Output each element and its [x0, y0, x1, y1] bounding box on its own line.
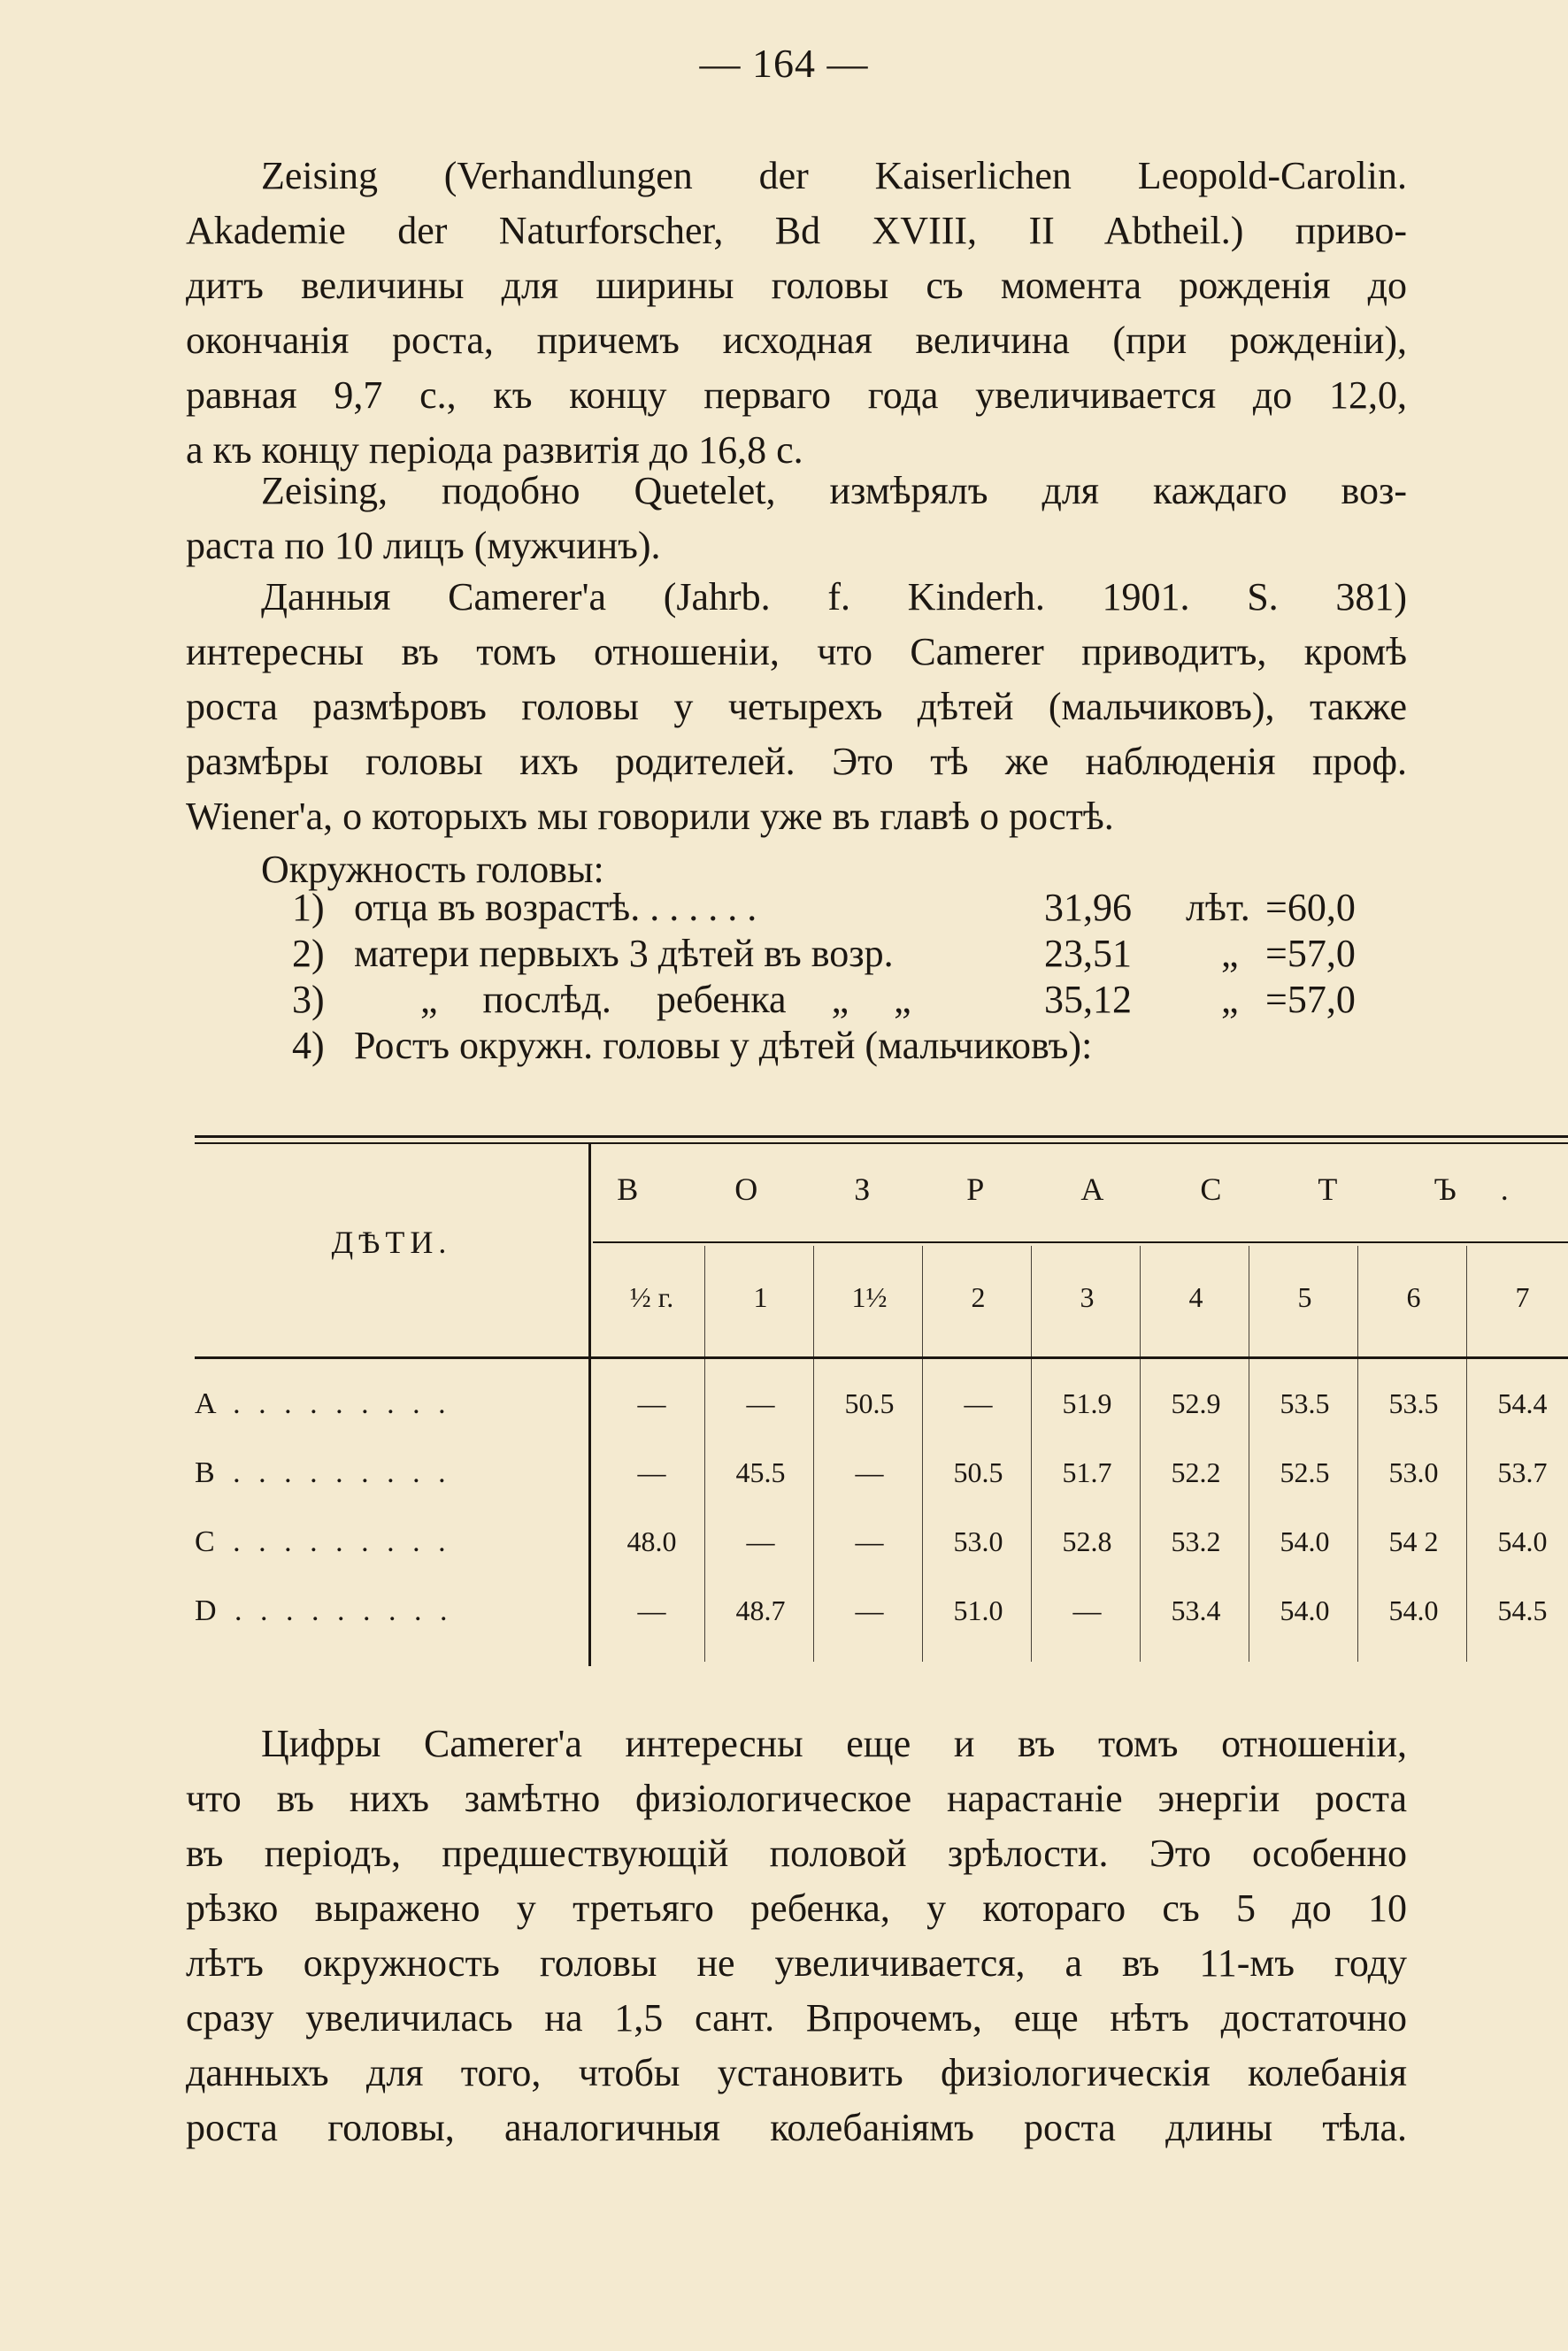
- age-column-header: ½ г.: [629, 1281, 674, 1313]
- age-header: В О З Р А С Т Ъ.: [617, 1172, 1553, 1207]
- list-text: „ послѣд. ребенка „ „: [420, 978, 911, 1021]
- children-header: ДѢТИ.: [331, 1225, 452, 1260]
- list-unit: лѣт.: [1186, 886, 1250, 929]
- list-item: [265, 977, 1416, 1023]
- list-item: [265, 885, 1416, 931]
- table-cell: 52.2: [1171, 1456, 1221, 1488]
- page-number: — 164 —: [699, 41, 869, 86]
- list-value: 35,12: [1044, 978, 1132, 1021]
- paragraph-camerer-conclusion: [186, 1717, 1407, 2155]
- list-eq: =57,0: [1265, 932, 1356, 975]
- row-label: B . . . . . . . . .: [195, 1456, 451, 1489]
- text-line: Zeising, подобно Quetelet, измѣрялъ для каждаго воз-: [261, 469, 1407, 512]
- table-cell: 53.0: [953, 1525, 1003, 1557]
- table-cell: 52.5: [1280, 1456, 1330, 1488]
- table-cell: —: [746, 1525, 775, 1557]
- list-number: 1): [292, 886, 325, 929]
- table-cell: —: [855, 1456, 884, 1488]
- table-cell: 53.0: [1388, 1456, 1439, 1488]
- list-number: 3): [292, 978, 325, 1021]
- age-column-header: 3: [1080, 1281, 1095, 1313]
- row-label: A . . . . . . . . .: [195, 1387, 451, 1420]
- table-cell: 54.5: [1497, 1594, 1548, 1626]
- table-cell: 45.5: [735, 1456, 786, 1488]
- text-line: Zeising (Verhandlungen der Kaiserlichen Leopold-Carolin.: [261, 154, 1407, 197]
- paragraph-zeising-quetelet: [186, 464, 1407, 573]
- text-line: Данныя Camerer'а (Jahrb. f. Kinderh. 1901. S. 381): [261, 575, 1407, 618]
- list-unit: „: [1221, 978, 1239, 1021]
- age-column-header: 2: [971, 1281, 986, 1313]
- table-cell: 52.9: [1171, 1387, 1221, 1419]
- text-line: размѣры головы ихъ родителей. Это тѣ же наблюденія проф.: [186, 740, 1407, 783]
- age-column-header: 6: [1406, 1281, 1421, 1313]
- table-cell: 50.5: [953, 1456, 1003, 1488]
- table-cell: 53.5: [1388, 1387, 1439, 1419]
- table-cell: 48.0: [626, 1525, 677, 1557]
- table-cell: 54.0: [1388, 1594, 1439, 1626]
- text-line: роста размѣровъ головы у четырехъ дѣтей (мальчиковъ), также: [186, 685, 1407, 728]
- text-line: равная 9,7 с., къ концу перваго года увеличивается до 12,0,: [186, 373, 1407, 417]
- list-text: Ростъ окружн. головы у дѣтей (мальчиковъ):: [354, 1024, 1093, 1067]
- age-column-header: 5: [1297, 1281, 1312, 1313]
- table-top-rule-thin: [195, 1142, 1568, 1144]
- table-cell: —: [855, 1594, 884, 1626]
- text-line: Akademie der Naturforscher, Bd XVIII, II Abtheil.) приво-: [186, 209, 1407, 252]
- table-cell: —: [637, 1387, 666, 1419]
- table-cell: 54.0: [1497, 1525, 1548, 1557]
- table-cell: 54 2: [1388, 1525, 1439, 1557]
- table-cell: —: [1072, 1594, 1102, 1626]
- table-cell: 48.7: [735, 1594, 786, 1626]
- heading-text: Окружность головы:: [261, 848, 604, 891]
- table-header-rule: [195, 1356, 1568, 1359]
- text-line: сразу увеличилась на 1,5 сант. Впрочемъ, еще нѣтъ достаточно: [186, 1996, 1407, 2040]
- list-unit: „: [1221, 932, 1239, 975]
- table-top-rule: [195, 1135, 1568, 1138]
- list-text: матери первыхъ 3 дѣтей въ возр.: [354, 932, 894, 975]
- table-cell: 51.7: [1062, 1456, 1112, 1488]
- table-cell: 51.9: [1062, 1387, 1112, 1419]
- table-cell: 52.8: [1062, 1525, 1112, 1557]
- table-cell: —: [637, 1594, 666, 1626]
- text-line: а къ концу періода развитія до 16,8 с.: [186, 428, 803, 472]
- age-column-header: 1½: [851, 1281, 888, 1313]
- text-line: дитъ величины для ширины головы съ момента рожденія до: [186, 264, 1407, 307]
- circumference-list: [265, 885, 1416, 1069]
- text-line: лѣтъ окружность головы не увеличивается, а въ 11-мъ году: [186, 1941, 1407, 1985]
- list-number: 4): [292, 1024, 325, 1067]
- paragraph-camerer-data: [186, 570, 1407, 844]
- text-line: что въ нихъ замѣтно физіологическое нарастаніе энергіи роста: [186, 1777, 1407, 1820]
- table-cell: —: [746, 1387, 775, 1419]
- text-line: окончанія роста, причемъ исходная величина (при рожденіи),: [186, 319, 1407, 362]
- list-item: [265, 1023, 1416, 1069]
- list-eq: =60,0: [1265, 886, 1356, 929]
- paragraph-zeising-intro: [186, 149, 1407, 478]
- age-column-header: 4: [1188, 1281, 1203, 1313]
- row-label: C . . . . . . . . .: [195, 1525, 451, 1558]
- table-cell: —: [964, 1387, 993, 1419]
- list-number: 2): [292, 932, 325, 975]
- age-column-header: 1: [753, 1281, 768, 1313]
- list-eq: =57,0: [1265, 978, 1356, 1021]
- list-item: [265, 931, 1416, 977]
- table-cell: 54.0: [1280, 1525, 1330, 1557]
- table-cell: 54.4: [1497, 1387, 1548, 1419]
- table-cell: 51.0: [953, 1594, 1003, 1626]
- table-cell: —: [855, 1525, 884, 1557]
- table-cell: 53.5: [1280, 1387, 1330, 1419]
- text-line: интересны въ томъ отношеніи, что Camerer приводитъ, кромѣ: [186, 630, 1407, 673]
- age-column-header: 7: [1515, 1281, 1530, 1313]
- text-line: Wiener'а, о которыхъ мы говорили уже въ главѣ о ростѣ.: [186, 795, 1114, 838]
- table-cell: 53.4: [1171, 1594, 1221, 1626]
- table-cell: 53.7: [1497, 1456, 1548, 1488]
- text-line: роста головы, аналогичныя колебаніямъ роста длины тѣла.: [186, 2106, 1407, 2149]
- table-subheader-rule: [593, 1241, 1568, 1243]
- text-line: данныхъ для того, чтобы установить физіологическія колебанія: [186, 2051, 1407, 2094]
- text-line: въ періодъ, предшествующій половой зрѣлости. Это особенно: [186, 1832, 1407, 1875]
- head-circumference-table: [195, 1135, 1568, 1675]
- list-value: 31,96: [1044, 886, 1132, 929]
- text-line: Цифры Camerer'а интересны еще и въ томъ отношеніи,: [261, 1722, 1407, 1765]
- table-vertical-rule: [588, 1144, 591, 1666]
- table-cell: 53.2: [1171, 1525, 1221, 1557]
- list-value: 23,51: [1044, 932, 1132, 975]
- text-line: раста по 10 лицъ (мужчинъ).: [186, 524, 661, 567]
- text-line: рѣзко выражено у третьяго ребенка, у котораго съ 5 до 10: [186, 1886, 1407, 1930]
- table-cell: 54.0: [1280, 1594, 1330, 1626]
- row-label: D . . . . . . . . .: [195, 1594, 453, 1627]
- table-cell: —: [637, 1456, 666, 1488]
- list-text: отца въ возрастѣ. . . . . . .: [354, 886, 757, 929]
- table-cell: 50.5: [844, 1387, 895, 1419]
